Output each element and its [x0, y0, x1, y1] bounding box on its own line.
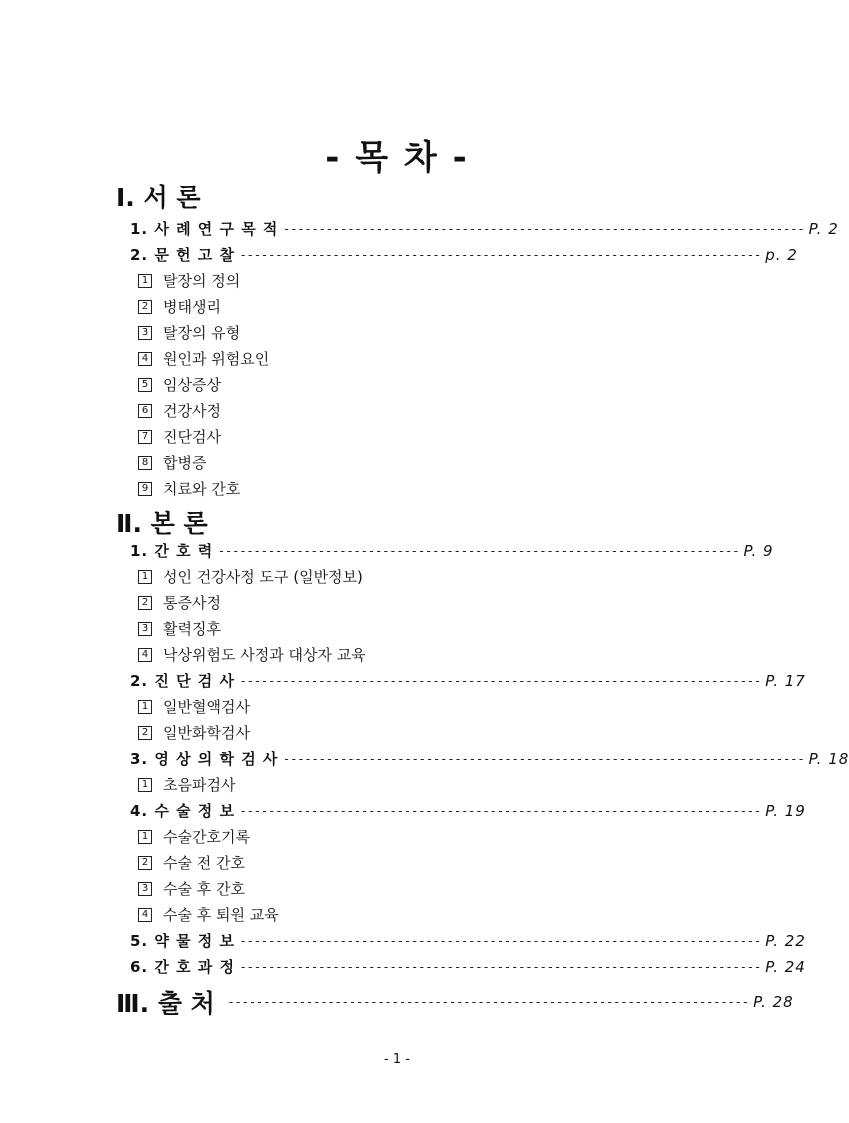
boxed-number: 3 — [138, 882, 152, 896]
page-number: - 1 - — [384, 1052, 410, 1067]
boxed-number: 7 — [138, 430, 152, 444]
toc-entry-label: 4. 수 술 정 보 — [130, 802, 235, 820]
leader-dots: - - - - - - - - - - - - - - - - - - - - - - - - - - - - - - - - - - - - - - - - - - - - - - - - - - - - - - - - - - - - - - - - - - - - - - - - - — [284, 221, 803, 236]
toc-entry-page: P. 22 — [765, 931, 806, 950]
leader-dots: - - - - - - - - - - - - - - - - - - - - - - - - - - - - - - - - - - - - - - - - - - - - - - - - - - - - - - - - - - - - - - - - - - - - - - - - - — [240, 803, 760, 818]
toc-item — [138, 878, 245, 899]
toc-entry — [130, 956, 806, 977]
section-heading-text: Ⅲ. 출 처 — [116, 989, 215, 1018]
boxed-number: 1 — [138, 570, 152, 584]
toc-item-text: 탈장의 유형 — [163, 324, 241, 342]
toc-item — [138, 618, 221, 639]
toc-entry — [130, 748, 849, 769]
section-page-ref: P. 28 — [753, 993, 794, 1011]
toc-item-text: 일반화학검사 — [163, 724, 250, 742]
toc-item-text: 수술 후 퇴원 교육 — [163, 906, 279, 924]
boxed-number: 4 — [138, 908, 152, 922]
toc-entry-label: 1. 간 호 력 — [130, 542, 214, 560]
toc-entry-label: 5. 약 물 정 보 — [130, 932, 235, 950]
toc-item — [138, 904, 279, 925]
toc-item — [138, 270, 240, 291]
toc-item — [138, 478, 240, 499]
boxed-number: 4 — [138, 352, 152, 366]
toc-item — [138, 592, 221, 613]
toc-item — [138, 426, 221, 447]
leader-dots: - - - - - - - - - - - - - - - - - - - - - - - - - - - - - - - - - - - - - - - - - - - - - - - - - - - - - - - - - - - - - - - - - - - - - - - - - — [219, 543, 738, 558]
toc-item — [138, 322, 240, 343]
boxed-number: 4 — [138, 648, 152, 662]
boxed-number: 1 — [138, 700, 152, 714]
toc-item-text: 진단검사 — [163, 428, 221, 446]
toc-item-text: 수술 후 간호 — [163, 880, 245, 898]
toc-item-text: 낙상위험도 사정과 대상자 교육 — [163, 646, 366, 664]
toc-item — [138, 774, 235, 795]
toc-entry — [130, 930, 806, 951]
toc-item-text: 활력징후 — [163, 620, 221, 638]
toc-entry-label: 1. 사 례 연 구 목 적 — [130, 220, 279, 238]
toc-item — [138, 696, 250, 717]
toc-entry-page: P. 24 — [765, 957, 806, 976]
leader-dots: - - - - - - - - - - - - - - - - - - - - - - - - - - - - - - - - - - - - - - - - - - - - - - - - - - - - - - - - - - - - - - - - - - - - - - - - - — [240, 247, 760, 262]
boxed-number: 6 — [138, 404, 152, 418]
toc-item-text: 임상증상 — [163, 376, 221, 394]
boxed-number: 8 — [138, 456, 152, 470]
toc-item — [138, 566, 363, 587]
toc-entry-page: P. 19 — [765, 801, 806, 820]
section-heading-text: Ⅱ. 본 론 — [116, 509, 208, 538]
toc-entry — [130, 670, 806, 691]
boxed-number: 5 — [138, 378, 152, 392]
leader-dots: - - - - - - - - - - - - - - - - - - - - - - - - - - - - - - - - - - - - - - - - - - - - - - - - - - - - - - - - - - - - - - - - - - - - - - - - - — [240, 933, 760, 948]
boxed-number: 3 — [138, 326, 152, 340]
leader-dots: - - - - - - - - - - - - - - - - - - - - - - - - - - - - - - - - - - - - - - - - - - - - - - - - - - - - - - - - - - - - - - - - - - - - - - - - - — [284, 751, 803, 766]
toc-item-text: 수술간호기록 — [163, 828, 250, 846]
boxed-number: 1 — [138, 778, 152, 792]
leader-dots: - - - - - - - - - - - - - - - - - - - - - - - - - - - - - - - - - - - - - - - - - - - - - - - - - - - - - - - - - - - - - - - - - - - - - - - - - — [228, 995, 748, 1009]
toc-item — [138, 296, 221, 317]
toc-item — [138, 826, 250, 847]
leader-dots: - - - - - - - - - - - - - - - - - - - - - - - - - - - - - - - - - - - - - - - - - - - - - - - - - - - - - - - - - - - - - - - - - - - - - - - - - — [240, 673, 760, 688]
boxed-number: 2 — [138, 300, 152, 314]
boxed-number: 1 — [138, 274, 152, 288]
boxed-number: 2 — [138, 726, 152, 740]
toc-entry-page: P. 2 — [808, 219, 839, 238]
boxed-number: 3 — [138, 622, 152, 636]
section-heading — [116, 984, 794, 1020]
toc-entry-label: 2. 문 헌 고 찰 — [130, 246, 235, 264]
toc-item — [138, 374, 221, 395]
toc-item-text: 초음파검사 — [163, 776, 236, 794]
toc-entry — [130, 218, 839, 239]
toc-entry-page: P. 17 — [765, 671, 806, 690]
toc-item-text: 원인과 위험요인 — [163, 350, 270, 368]
toc-entry-label: 6. 간 호 과 정 — [130, 958, 235, 976]
toc-item-text: 성인 건강사정 도구 (일반정보) — [163, 568, 363, 586]
toc-item — [138, 722, 250, 743]
toc-entry-page: P. 9 — [743, 541, 774, 560]
leader-dots: - - - - - - - - - - - - - - - - - - - - - - - - - - - - - - - - - - - - - - - - - - - - - - - - - - - - - - - - - - - - - - - - - - - - - - - - - — [240, 959, 760, 974]
toc-item-text: 건강사정 — [163, 402, 221, 420]
boxed-number: 2 — [138, 856, 152, 870]
toc-item-text: 합병증 — [163, 454, 207, 472]
toc-item-text: 수술 전 간호 — [163, 854, 245, 872]
toc-item-text: 탈장의 정의 — [163, 272, 241, 290]
toc-item-text: 통증사정 — [163, 594, 221, 612]
toc-entry-label: 2. 진 단 검 사 — [130, 672, 235, 690]
toc-entry-page: p. 2 — [765, 245, 798, 264]
boxed-number: 9 — [138, 482, 152, 496]
toc-title: - 목 차 - — [325, 138, 469, 178]
toc-item-text: 병태생리 — [163, 298, 221, 316]
toc-item — [138, 452, 206, 473]
toc-item-text: 치료와 간호 — [163, 480, 241, 498]
toc-item — [138, 852, 245, 873]
toc-entry-page: P. 18 — [808, 749, 849, 768]
toc-entry — [130, 800, 806, 821]
section-heading — [116, 178, 201, 214]
toc-item — [138, 400, 221, 421]
boxed-number: 1 — [138, 830, 152, 844]
section-heading-text: Ⅰ. 서 론 — [116, 183, 201, 212]
toc-item — [138, 348, 269, 369]
boxed-number: 2 — [138, 596, 152, 610]
toc-entry-label: 3. 영 상 의 학 검 사 — [130, 750, 279, 768]
toc-item — [138, 644, 366, 665]
toc-entry — [130, 244, 798, 265]
section-heading — [116, 504, 208, 540]
toc-item-text: 일반혈액검사 — [163, 698, 250, 716]
toc-entry — [130, 540, 774, 561]
